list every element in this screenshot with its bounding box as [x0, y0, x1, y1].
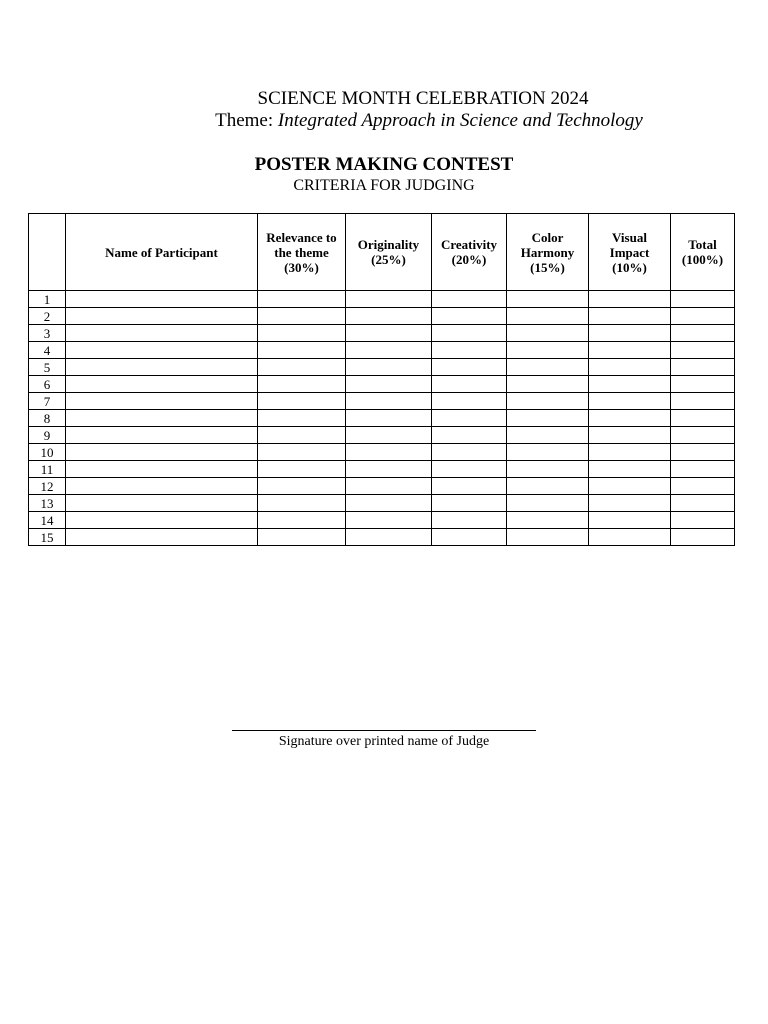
column-header-number	[29, 214, 66, 291]
cell-name[interactable]	[66, 529, 258, 546]
cell-color-harmony[interactable]	[507, 512, 589, 529]
cell-total[interactable]	[671, 427, 735, 444]
cell-relevance[interactable]	[258, 461, 346, 478]
cell-color-harmony[interactable]	[507, 325, 589, 342]
cell-color-harmony[interactable]	[507, 291, 589, 308]
row-number: 12	[29, 478, 66, 495]
cell-color-harmony[interactable]	[507, 495, 589, 512]
cell-originality[interactable]	[346, 359, 432, 376]
cell-relevance[interactable]	[258, 444, 346, 461]
cell-visual-impact[interactable]	[589, 359, 671, 376]
contest-title: POSTER MAKING CONTEST	[254, 154, 514, 175]
cell-originality[interactable]	[346, 427, 432, 444]
cell-creativity[interactable]	[432, 512, 507, 529]
cell-relevance[interactable]	[258, 325, 346, 342]
cell-visual-impact[interactable]	[589, 342, 671, 359]
cell-creativity[interactable]	[432, 376, 507, 393]
row-number: 10	[29, 444, 66, 461]
cell-visual-impact[interactable]	[589, 291, 671, 308]
cell-creativity[interactable]	[432, 444, 507, 461]
cell-originality[interactable]	[346, 325, 432, 342]
cell-creativity[interactable]	[432, 291, 507, 308]
cell-relevance[interactable]	[258, 359, 346, 376]
theme-line	[0, 110, 768, 132]
event-title: SCIENCE MONTH CELEBRATION 2024	[257, 88, 589, 109]
table-row	[29, 444, 735, 461]
cell-name[interactable]	[66, 478, 258, 495]
cell-creativity[interactable]	[432, 495, 507, 512]
cell-relevance[interactable]	[258, 495, 346, 512]
cell-creativity[interactable]	[432, 342, 507, 359]
judging-table	[28, 213, 735, 546]
cell-visual-impact[interactable]	[589, 461, 671, 478]
table-row	[29, 342, 735, 359]
cell-total[interactable]	[671, 376, 735, 393]
cell-creativity[interactable]	[432, 410, 507, 427]
table-row	[29, 291, 735, 308]
row-number: 14	[29, 512, 66, 529]
cell-creativity[interactable]	[432, 427, 507, 444]
cell-name[interactable]	[66, 512, 258, 529]
row-number: 5	[29, 359, 66, 376]
table-row	[29, 308, 735, 325]
cell-visual-impact[interactable]	[589, 444, 671, 461]
column-header-relevance: Relevance to the theme (30%)	[258, 214, 346, 291]
cell-total[interactable]	[671, 359, 735, 376]
cell-color-harmony[interactable]	[507, 342, 589, 359]
row-number: 11	[29, 461, 66, 478]
cell-total[interactable]	[671, 393, 735, 410]
criteria-title: CRITERIA FOR JUDGING	[293, 177, 475, 194]
table-body	[29, 291, 735, 546]
cell-total[interactable]	[671, 495, 735, 512]
cell-originality[interactable]	[346, 410, 432, 427]
cell-visual-impact[interactable]	[589, 325, 671, 342]
cell-visual-impact[interactable]	[589, 410, 671, 427]
row-number: 15	[29, 529, 66, 546]
cell-relevance[interactable]	[258, 427, 346, 444]
row-number: 3	[29, 325, 66, 342]
cell-name[interactable]	[66, 325, 258, 342]
cell-relevance[interactable]	[258, 512, 346, 529]
signature-label: Signature over printed name of Judge	[278, 734, 490, 749]
cell-total[interactable]	[671, 410, 735, 427]
cell-creativity[interactable]	[432, 359, 507, 376]
column-header-originality: Originality (25%)	[346, 214, 432, 291]
cell-originality[interactable]	[346, 444, 432, 461]
cell-creativity[interactable]	[432, 308, 507, 325]
cell-total[interactable]	[671, 478, 735, 495]
cell-color-harmony[interactable]	[507, 461, 589, 478]
cell-relevance[interactable]	[258, 393, 346, 410]
cell-visual-impact[interactable]	[589, 478, 671, 495]
column-header-name: Name of Participant	[66, 214, 258, 291]
column-header-color-harmony: Color Harmony (15%)	[507, 214, 589, 291]
row-number: 6	[29, 376, 66, 393]
cell-relevance[interactable]	[258, 308, 346, 325]
column-header-visual-impact: Visual Impact (10%)	[589, 214, 671, 291]
cell-originality[interactable]	[346, 342, 432, 359]
cell-originality[interactable]	[346, 393, 432, 410]
cell-originality[interactable]	[346, 529, 432, 546]
cell-color-harmony[interactable]	[507, 444, 589, 461]
cell-visual-impact[interactable]	[589, 529, 671, 546]
cell-originality[interactable]	[346, 461, 432, 478]
cell-total[interactable]	[671, 291, 735, 308]
cell-name[interactable]	[66, 393, 258, 410]
cell-visual-impact[interactable]	[589, 512, 671, 529]
cell-visual-impact[interactable]	[589, 393, 671, 410]
table-row	[29, 512, 735, 529]
table-row	[29, 529, 735, 546]
table-row	[29, 478, 735, 495]
cell-originality[interactable]	[346, 291, 432, 308]
cell-relevance[interactable]	[258, 478, 346, 495]
cell-color-harmony[interactable]	[507, 410, 589, 427]
table-row	[29, 359, 735, 376]
cell-creativity[interactable]	[432, 325, 507, 342]
table-header-row	[29, 214, 735, 291]
cell-originality[interactable]	[346, 376, 432, 393]
row-number: 7	[29, 393, 66, 410]
cell-color-harmony[interactable]	[507, 376, 589, 393]
cell-name[interactable]	[66, 410, 258, 427]
theme-prefix: Theme:	[215, 110, 278, 131]
cell-originality[interactable]	[346, 512, 432, 529]
cell-relevance[interactable]	[258, 410, 346, 427]
cell-color-harmony[interactable]	[507, 393, 589, 410]
cell-name[interactable]	[66, 359, 258, 376]
cell-total[interactable]	[671, 308, 735, 325]
cell-visual-impact[interactable]	[589, 308, 671, 325]
cell-relevance[interactable]	[258, 529, 346, 546]
cell-relevance[interactable]	[258, 291, 346, 308]
cell-creativity[interactable]	[432, 478, 507, 495]
column-header-total: Total (100%)	[671, 214, 735, 291]
cell-total[interactable]	[671, 342, 735, 359]
cell-creativity[interactable]	[432, 461, 507, 478]
cell-color-harmony[interactable]	[507, 427, 589, 444]
cell-total[interactable]	[671, 444, 735, 461]
cell-name[interactable]	[66, 427, 258, 444]
row-number: 2	[29, 308, 66, 325]
table-row	[29, 376, 735, 393]
table-row	[29, 410, 735, 427]
row-number: 9	[29, 427, 66, 444]
row-number: 13	[29, 495, 66, 512]
cell-total[interactable]	[671, 325, 735, 342]
row-number: 1	[29, 291, 66, 308]
cell-visual-impact[interactable]	[589, 376, 671, 393]
cell-name[interactable]	[66, 291, 258, 308]
cell-name[interactable]	[66, 495, 258, 512]
cell-color-harmony[interactable]	[507, 359, 589, 376]
cell-name[interactable]	[66, 444, 258, 461]
cell-color-harmony[interactable]	[507, 308, 589, 325]
row-number: 4	[29, 342, 66, 359]
column-header-creativity: Creativity (20%)	[432, 214, 507, 291]
cell-name[interactable]	[66, 308, 258, 325]
cell-total[interactable]	[671, 512, 735, 529]
table-row	[29, 325, 735, 342]
cell-color-harmony[interactable]	[507, 478, 589, 495]
cell-name[interactable]	[66, 376, 258, 393]
table-row	[29, 495, 735, 512]
cell-creativity[interactable]	[432, 393, 507, 410]
cell-originality[interactable]	[346, 308, 432, 325]
table-row	[29, 461, 735, 478]
cell-name[interactable]	[66, 342, 258, 359]
cell-name[interactable]	[66, 461, 258, 478]
row-number: 8	[29, 410, 66, 427]
table-row	[29, 393, 735, 410]
cell-total[interactable]	[671, 461, 735, 478]
cell-relevance[interactable]	[258, 376, 346, 393]
cell-creativity[interactable]	[432, 529, 507, 546]
cell-visual-impact[interactable]	[589, 495, 671, 512]
cell-color-harmony[interactable]	[507, 529, 589, 546]
cell-total[interactable]	[671, 529, 735, 546]
cell-relevance[interactable]	[258, 342, 346, 359]
table-row	[29, 427, 735, 444]
theme-text: Integrated Approach in Science and Technology	[277, 110, 643, 131]
cell-visual-impact[interactable]	[589, 427, 671, 444]
signature-line	[232, 730, 536, 731]
cell-originality[interactable]	[346, 478, 432, 495]
cell-originality[interactable]	[346, 495, 432, 512]
